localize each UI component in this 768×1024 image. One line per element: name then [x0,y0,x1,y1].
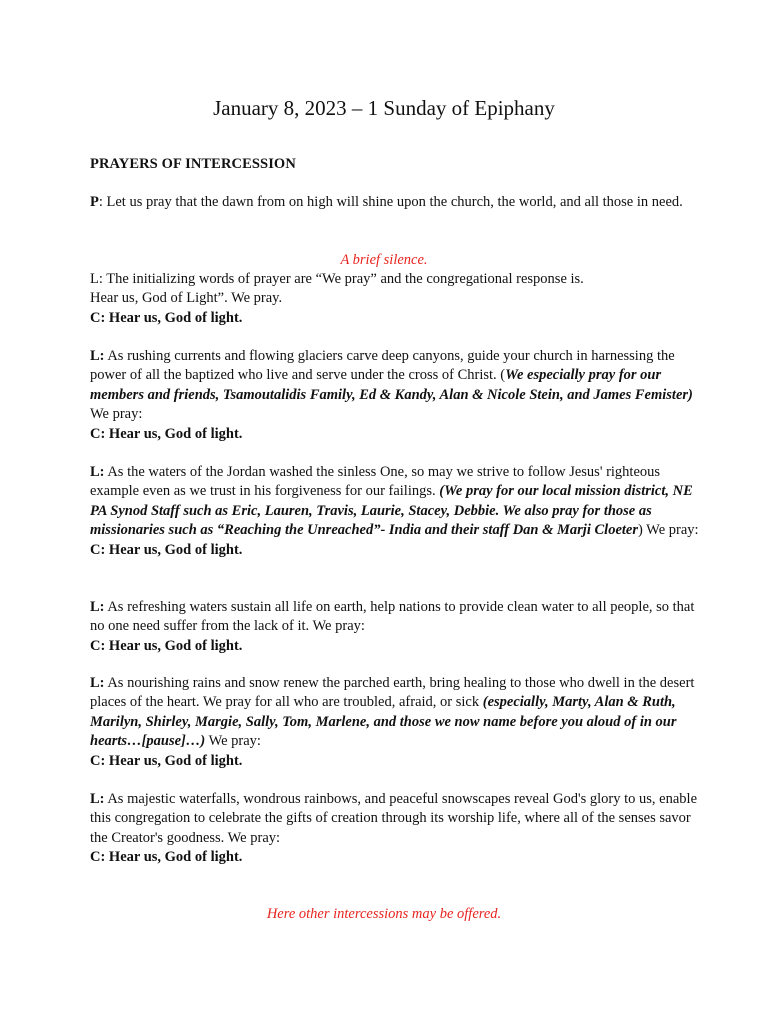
leader-label: L: [90,464,105,480]
instruction-line-2: Hear us, God of Light”. We pray. [90,290,283,307]
page-title: January 8, 2023 – 1 Sunday of Epiphany [213,96,555,120]
congregation-response: C: Hear us, God of light. [90,752,243,769]
petition-1 [90,347,700,444]
petition-tail: ) We pray: [637,522,699,539]
prayer-names: We especially pray for our members and friends, Tsamoutalidis Family, Ed & Kandy, Alan & Nicole Stein, and James Femister) [90,367,693,403]
prayer-names: (We pray for our local mission district, NE PA Synod Staff such as Eric, Lauren, Travis, Laurie, Stacey, Debbie. We also pray for those as missionaries such as “Reaching the Unreached”- India and their staff Dan & Marji Cloeter [90,483,693,539]
response-instruction [90,270,700,328]
opening-prayer [90,193,700,212]
silence-rubric: A brief silence. [340,252,428,268]
petition-4 [90,674,700,771]
prayer-names: (especially, Marty, Alan & Ruth, Marilyn, Shirley, Margie, Sally, Tom, Marlene, and those we now name before you aloud of in our hearts…[pause]…) [90,694,677,750]
section-heading: PRAYERS OF INTERCESSION [90,156,296,172]
congregation-response: C: Hear us, God of light. [90,541,243,558]
petition-text: As nourishing rains and snow renew the parched earth, bring healing to those who dwell in the desert places of the heart. We pray for all who are troubled, afraid, or sick [90,675,695,711]
congregation-response: C: Hear us, God of light. [90,425,243,442]
congregation-response: C: Hear us, God of light. [90,849,243,866]
petition-text: As the waters of the Jordan washed the sinless One, so may we strive to follow Jesus' righteous example even as we trust in his forgiveness for our failings. [90,464,661,500]
petition-5 [90,790,700,868]
petition-3 [90,598,700,656]
congregation-response: C: Hear us, God of light. [90,309,243,326]
leader-label: L: [90,348,105,364]
leader-label: L: [90,599,105,615]
petition-tail: We pray: [90,406,143,423]
opening-text: : Let us pray that the dawn from on high will shine upon the church, the world, and all those in need. [98,194,683,210]
leader-label: L: [90,791,105,807]
petition-text: As refreshing waters sustain all life on earth, help nations to provide clean water to all people, so that no one need suffer from the lack of it. We pray: [90,599,695,635]
petition-text: As rushing currents and flowing glaciers carve deep canyons, guide your church in harnessing the power of all the baptized who live and serve under the cross of Christ. ( [90,348,675,384]
petition-text: As majestic waterfalls, wondrous rainbows, and peaceful snowscapes reveal God's glory to us, enable this congregation to celebrate the gifts of creation through its worship life, where all of the senses savor the Creator's goodness. We pray: [90,791,698,846]
petition-2 [90,463,700,560]
closing-rubric: Here other intercessions may be offered. [266,906,502,922]
leader-label: L: [90,675,105,691]
instruction-line-1: L: The initializing words of prayer are “We pray” and the congregational response is. [90,271,584,287]
presider-label: P [90,194,99,210]
petition-tail: We pray: [205,733,261,750]
congregation-response: C: Hear us, God of light. [90,637,243,654]
